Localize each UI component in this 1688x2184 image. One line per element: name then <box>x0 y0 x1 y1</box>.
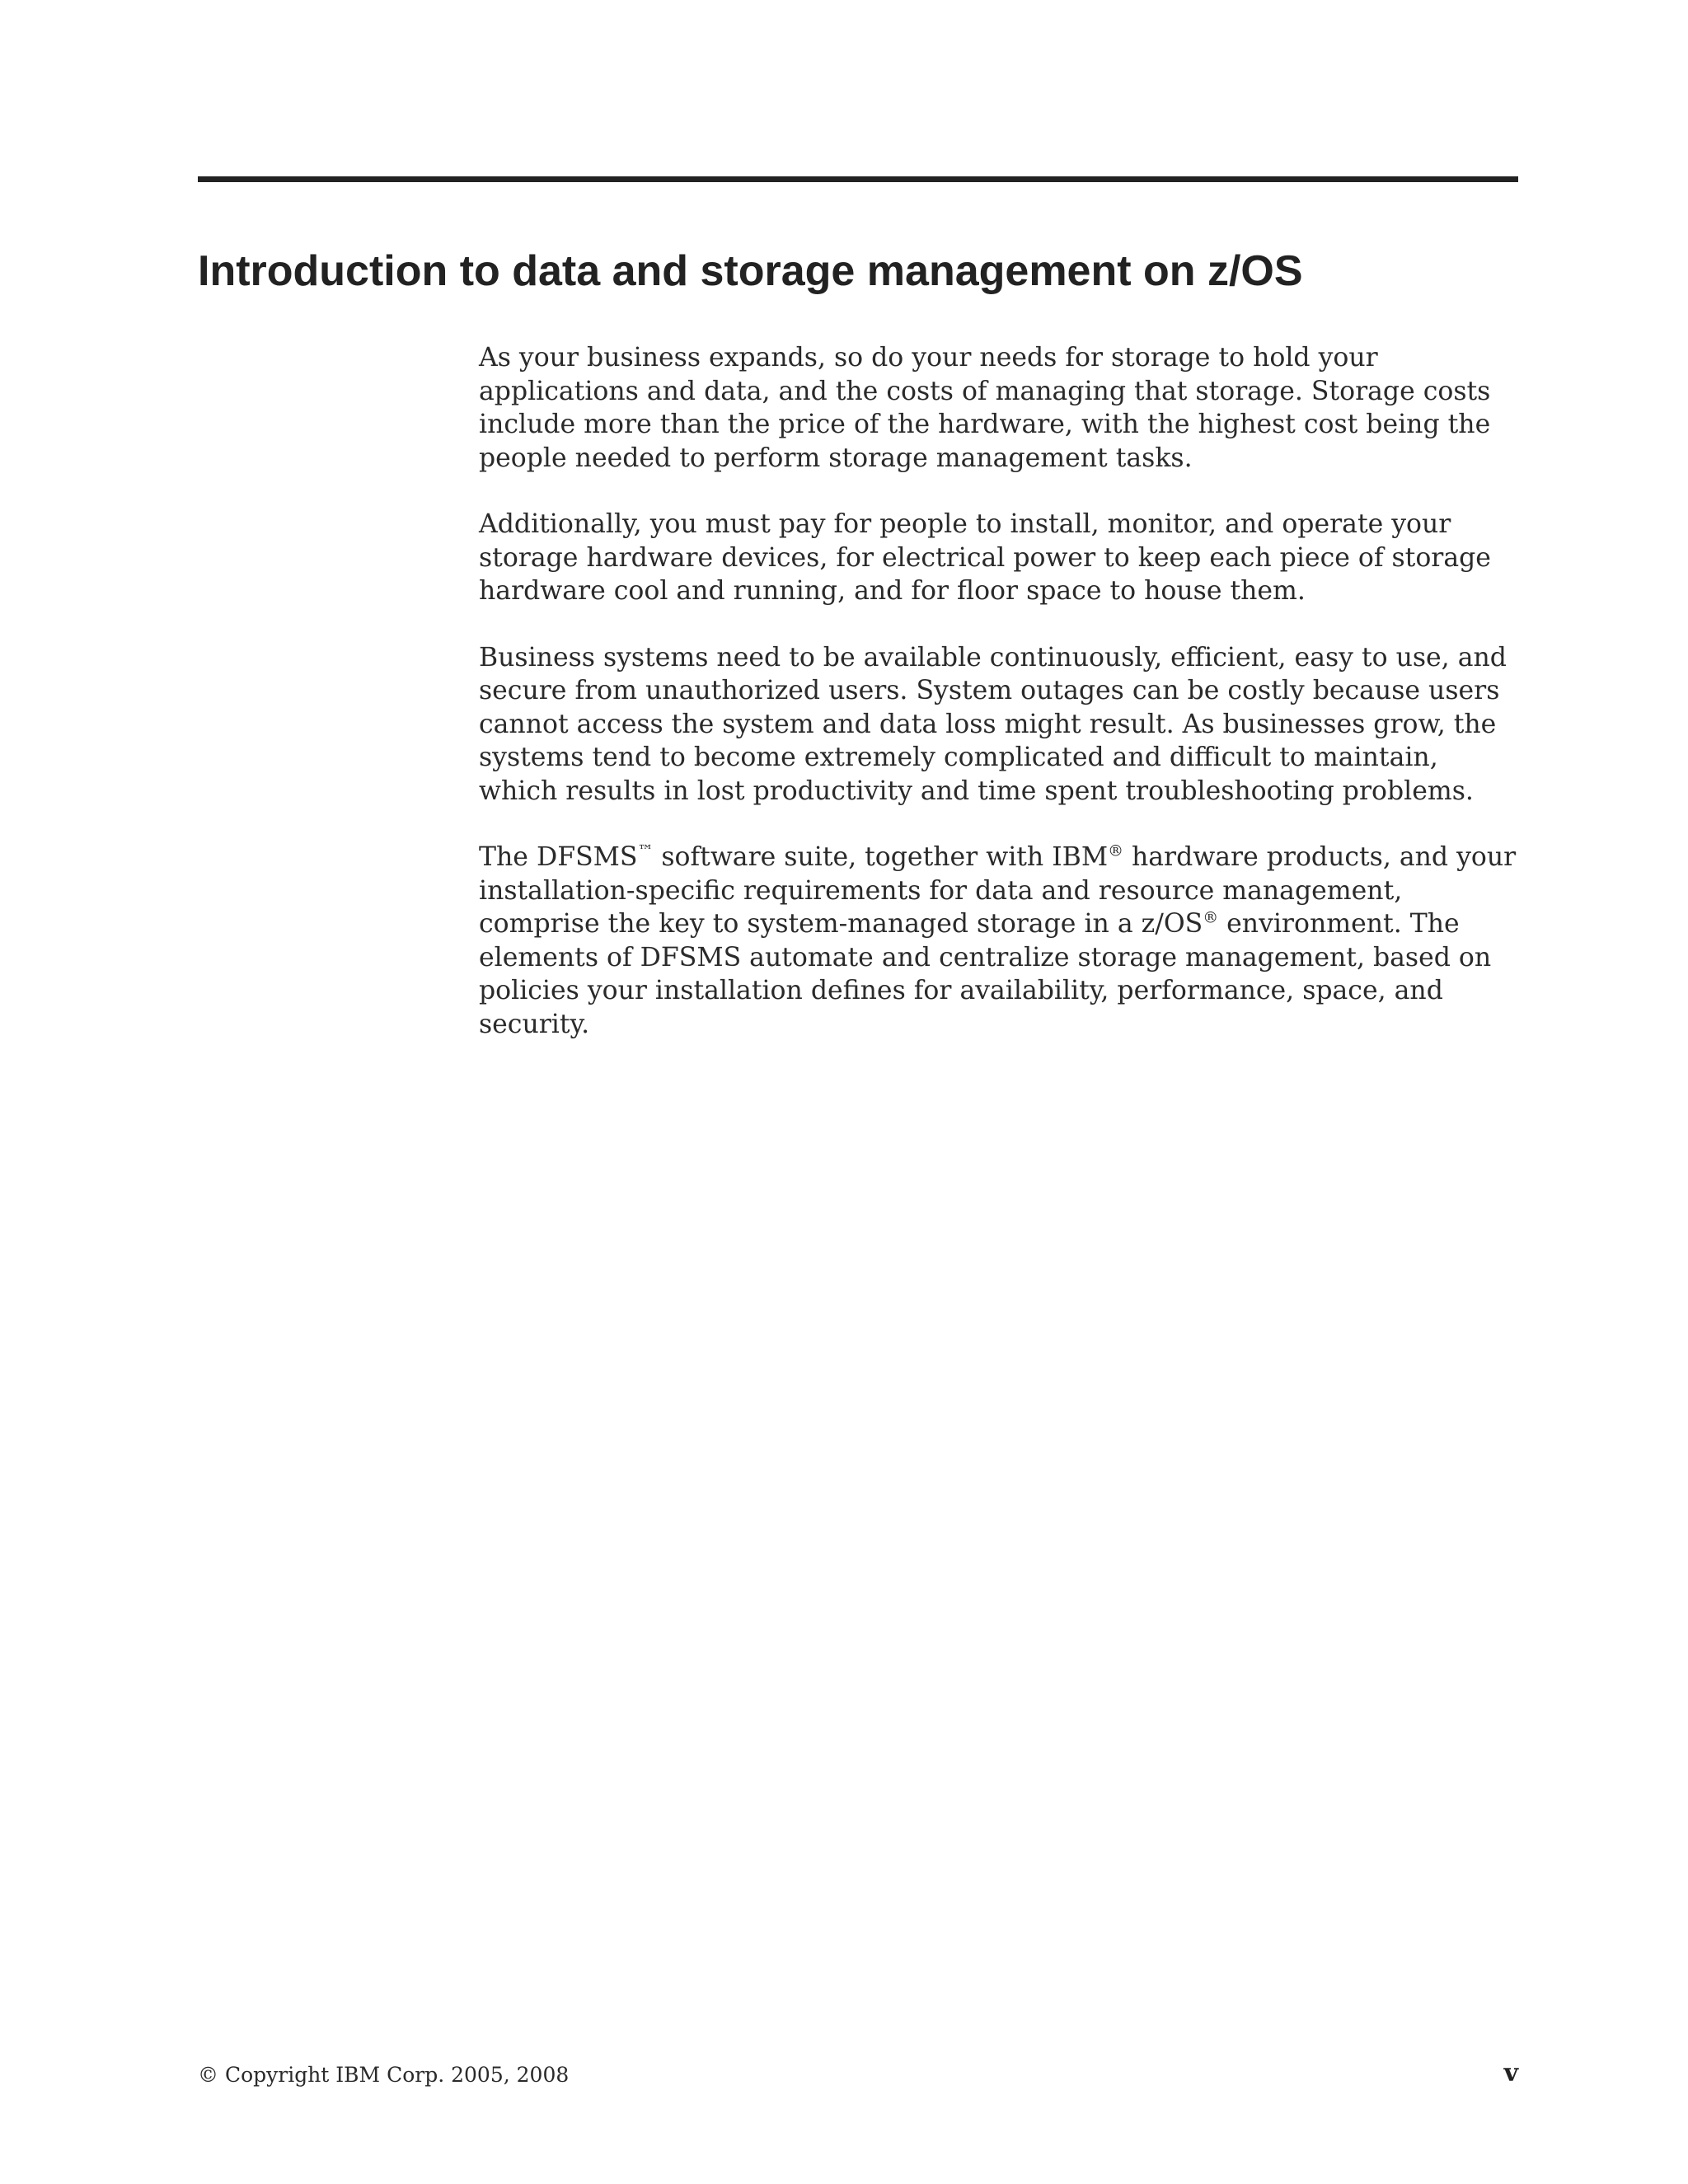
body-text <box>479 341 1519 1074</box>
paragraph-1: As your business expands, so do your needs for storage to hold your applications and data, and the costs of managing that storage. Storage costs include more than the price of the hardware, with the highest cost being the people needed to perform storage management tasks. <box>479 343 1491 473</box>
paragraph-4-part-4: environment. The elements of DFSMS automate and centralize storage management, based on policies your installation defines for availability, performance, space, and security. <box>479 909 1492 1039</box>
trademark-symbol: ™ <box>637 841 654 860</box>
paragraph-4-part-1: The DFSMS <box>479 842 638 872</box>
chapter-title: Introduction to data and storage management on z/OS <box>198 247 1303 295</box>
copyright-notice: © Copyright IBM Corp. 2005, 2008 <box>198 2063 570 2087</box>
paragraph-4-part-3: hardware products, and your installation-specific requirements for data and resource management, comprise the key to system-managed storage in a z/OS <box>479 842 1517 939</box>
paragraph-2: Additionally, you must pay for people to install, monitor, and operate your storage hardware devices, for electrical power to keep each piece of storage hardware cool and running, and for floor space to house them. <box>479 509 1491 606</box>
top-rule-divider <box>198 176 1518 182</box>
paragraph-4-part-2: software suite, together with IBM <box>653 842 1109 872</box>
registered-symbol-zos: ® <box>1203 908 1219 927</box>
paragraph-4 <box>479 841 1519 1041</box>
page-number: v <box>1503 2059 1518 2088</box>
registered-symbol-ibm: ® <box>1108 841 1123 860</box>
paragraph-3: Business systems need to be available continuously, efficient, easy to use, and secure from unauthorized users. System outages can be costly because users cannot access the system and data loss might result. As businesses grow, the systems tend to become extremely complicated and difficult to maintain, which results in lost productivity and time spent troubleshooting problems. <box>479 642 1507 806</box>
